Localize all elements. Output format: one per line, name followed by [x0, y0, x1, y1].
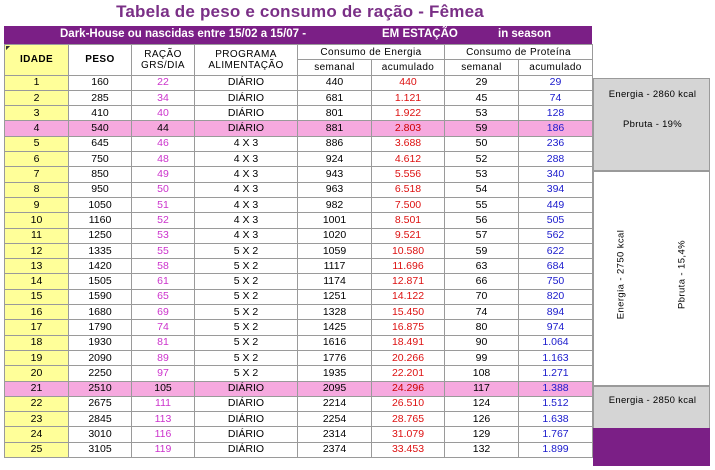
table-row [5, 366, 593, 381]
cell-proteina-semanal: 55 [445, 197, 519, 212]
cell-energia-semanal: 1020 [298, 228, 372, 243]
table-row [5, 320, 593, 335]
cell-proteina-semanal: 53 [445, 106, 519, 121]
cell-energia-acumulado: 16.875 [372, 320, 445, 335]
cell-racao: 69 [132, 305, 195, 320]
cell-racao: 50 [132, 182, 195, 197]
purple-corner-bar [593, 428, 710, 466]
cell-idade: 23 [5, 412, 69, 427]
cell-peso: 850 [69, 167, 132, 182]
header-idade: IDADE [5, 45, 69, 76]
cell-programa: 5 X 2 [195, 243, 298, 258]
cell-peso: 2510 [69, 381, 132, 396]
cell-energia-acumulado: 8.501 [372, 213, 445, 228]
cell-peso: 950 [69, 182, 132, 197]
cell-peso: 1420 [69, 259, 132, 274]
cell-racao: 105 [132, 381, 195, 396]
cell-programa: 5 X 2 [195, 350, 298, 365]
cell-energia-acumulado: 20.266 [372, 350, 445, 365]
cell-energia-semanal: 982 [298, 197, 372, 212]
cell-idade: 2 [5, 90, 69, 105]
cell-idade: 12 [5, 243, 69, 258]
cell-energia-semanal: 1776 [298, 350, 372, 365]
cell-proteina-acumulado: 622 [519, 243, 593, 258]
header-proteina-semanal-label: semanal [461, 61, 502, 73]
side-panel [593, 44, 710, 466]
cell-racao: 116 [132, 427, 195, 442]
cell-racao: 51 [132, 197, 195, 212]
cell-racao: 74 [132, 320, 195, 335]
cell-proteina-semanal: 129 [445, 427, 519, 442]
season-label-en: in season [498, 28, 552, 40]
cell-proteina-semanal: 74 [445, 305, 519, 320]
cell-energia-semanal: 2254 [298, 412, 372, 427]
cell-idade: 10 [5, 213, 69, 228]
cell-idade: 1 [5, 75, 69, 90]
cell-energia-acumulado: 6.518 [372, 182, 445, 197]
cell-proteina-semanal: 45 [445, 90, 519, 105]
cell-proteina-semanal: 63 [445, 259, 519, 274]
cell-peso: 1505 [69, 274, 132, 289]
cell-energia-acumulado: 9.521 [372, 228, 445, 243]
cell-peso: 750 [69, 152, 132, 167]
cell-programa: 4 X 3 [195, 213, 298, 228]
table-row [5, 243, 593, 258]
table-row [5, 396, 593, 411]
table-row [5, 90, 593, 105]
subtitle-text: Dark-House ou nascidas entre 15/02 a 15/07 - [60, 28, 307, 40]
cell-energia-semanal: 2314 [298, 427, 372, 442]
cell-programa: 4 X 3 [195, 197, 298, 212]
cell-peso: 285 [69, 90, 132, 105]
cell-energia-semanal: 881 [298, 121, 372, 136]
cell-idade: 25 [5, 442, 69, 457]
cell-energia-semanal: 1425 [298, 320, 372, 335]
cell-proteina-semanal: 59 [445, 121, 519, 136]
cell-energia-semanal: 1174 [298, 274, 372, 289]
cell-proteina-acumulado: 1.638 [519, 412, 593, 427]
block1-pbruta: Pbruta - 19% [622, 119, 683, 130]
cell-proteina-semanal: 124 [445, 396, 519, 411]
cell-programa: 4 X 3 [195, 167, 298, 182]
cell-energia-acumulado: 12.871 [372, 274, 445, 289]
header-programa [195, 45, 298, 76]
cell-proteina-semanal: 80 [445, 320, 519, 335]
header-racao-line2: GRS/DIA [141, 59, 185, 71]
cell-proteina-acumulado: 894 [519, 305, 593, 320]
cell-peso: 1590 [69, 289, 132, 304]
cell-energia-semanal: 1251 [298, 289, 372, 304]
cell-racao: 49 [132, 167, 195, 182]
cell-energia-semanal: 924 [298, 152, 372, 167]
cell-proteina-acumulado: 394 [519, 182, 593, 197]
table-row [5, 335, 593, 350]
block3-energia: Energia - 2850 kcal [608, 395, 697, 406]
cell-energia-acumulado: 1.121 [372, 90, 445, 105]
cell-racao: 22 [132, 75, 195, 90]
cell-proteina-semanal: 132 [445, 442, 519, 457]
cell-idade: 15 [5, 289, 69, 304]
cell-idade: 13 [5, 259, 69, 274]
cell-idade: 21 [5, 381, 69, 396]
header-proteina-acumulado: acumulado [519, 60, 593, 75]
cell-programa: 4 X 3 [195, 182, 298, 197]
cell-energia-semanal: 681 [298, 90, 372, 105]
cell-energia-acumulado: 33.453 [372, 442, 445, 457]
table-body [5, 75, 593, 457]
cell-energia-semanal: 2374 [298, 442, 372, 457]
header-programa-line2: ALIMENTAÇÃO [208, 59, 284, 71]
cell-proteina-semanal: 56 [445, 213, 519, 228]
nutrition-block-2 [593, 171, 710, 386]
header-programa-line1: PROGRAMA [215, 48, 277, 60]
season-label-pt: EM ESTAÇÃO [382, 28, 458, 40]
table-row [5, 259, 593, 274]
table-row [5, 167, 593, 182]
nutrition-block-1 [593, 78, 710, 171]
cell-energia-acumulado: 11.696 [372, 259, 445, 274]
cell-peso: 160 [69, 75, 132, 90]
cell-programa: 5 X 2 [195, 305, 298, 320]
cell-proteina-semanal: 108 [445, 366, 519, 381]
cell-programa: DIÁRIO [195, 427, 298, 442]
table-row [5, 213, 593, 228]
table-row [5, 197, 593, 212]
cell-proteina-acumulado: 236 [519, 136, 593, 151]
table-row [5, 412, 593, 427]
data-table [4, 44, 593, 458]
cell-programa: DIÁRIO [195, 381, 298, 396]
cell-energia-acumulado: 22.201 [372, 366, 445, 381]
table-row [5, 152, 593, 167]
cell-idade: 8 [5, 182, 69, 197]
cell-idade: 14 [5, 274, 69, 289]
cell-proteina-semanal: 52 [445, 152, 519, 167]
cell-energia-semanal: 1616 [298, 335, 372, 350]
cell-energia-acumulado: 440 [372, 75, 445, 90]
cell-proteina-acumulado: 820 [519, 289, 593, 304]
cell-programa: 4 X 3 [195, 152, 298, 167]
cell-peso: 1050 [69, 197, 132, 212]
cell-racao: 58 [132, 259, 195, 274]
cell-energia-semanal: 2214 [298, 396, 372, 411]
cell-proteina-acumulado: 1.064 [519, 335, 593, 350]
cell-proteina-semanal: 53 [445, 167, 519, 182]
cell-energia-semanal: 2095 [298, 381, 372, 396]
cell-energia-acumulado: 10.580 [372, 243, 445, 258]
cell-energia-semanal: 1059 [298, 243, 372, 258]
cell-peso: 3105 [69, 442, 132, 457]
cell-proteina-semanal: 117 [445, 381, 519, 396]
cell-programa: DIÁRIO [195, 106, 298, 121]
cell-peso: 2250 [69, 366, 132, 381]
cell-energia-acumulado: 7.500 [372, 197, 445, 212]
cell-proteina-semanal: 99 [445, 350, 519, 365]
cell-proteina-semanal: 57 [445, 228, 519, 243]
cell-idade: 6 [5, 152, 69, 167]
header-peso: PESO [69, 45, 132, 76]
cell-energia-acumulado: 26.510 [372, 396, 445, 411]
cell-programa: DIÁRIO [195, 442, 298, 457]
cell-proteina-acumulado: 1.388 [519, 381, 593, 396]
cell-programa: 5 X 2 [195, 366, 298, 381]
cell-idade: 22 [5, 396, 69, 411]
cell-racao: 34 [132, 90, 195, 105]
cell-proteina-semanal: 50 [445, 136, 519, 151]
cell-programa: DIÁRIO [195, 121, 298, 136]
cell-proteina-acumulado: 186 [519, 121, 593, 136]
cell-programa: 5 X 2 [195, 289, 298, 304]
cell-energia-semanal: 1117 [298, 259, 372, 274]
cell-idade: 11 [5, 228, 69, 243]
table-row [5, 427, 593, 442]
cell-idade: 16 [5, 305, 69, 320]
table-row [5, 274, 593, 289]
cell-programa: 4 X 3 [195, 228, 298, 243]
cell-proteina-acumulado: 29 [519, 75, 593, 90]
cell-proteina-acumulado: 750 [519, 274, 593, 289]
cell-programa: 5 X 2 [195, 335, 298, 350]
cell-energia-semanal: 440 [298, 75, 372, 90]
cell-programa: 5 X 2 [195, 259, 298, 274]
header-energia-acumulado: acumulado [372, 60, 445, 75]
cell-energia-acumulado: 5.556 [372, 167, 445, 182]
cell-racao: 89 [132, 350, 195, 365]
cell-proteina-acumulado: 684 [519, 259, 593, 274]
cell-energia-acumulado: 1.922 [372, 106, 445, 121]
block2-energia: Energia - 2750 kcal [615, 229, 627, 320]
cell-peso: 1160 [69, 213, 132, 228]
cell-racao: 65 [132, 289, 195, 304]
cell-peso: 2845 [69, 412, 132, 427]
table-row [5, 75, 593, 90]
cell-energia-semanal: 943 [298, 167, 372, 182]
cell-proteina-acumulado: 1.512 [519, 396, 593, 411]
cell-peso: 1930 [69, 335, 132, 350]
cell-racao: 52 [132, 213, 195, 228]
cell-energia-semanal: 1001 [298, 213, 372, 228]
cell-idade: 19 [5, 350, 69, 365]
cell-idade: 17 [5, 320, 69, 335]
table-row [5, 442, 593, 457]
cell-proteina-acumulado: 1.163 [519, 350, 593, 365]
table-row [5, 381, 593, 396]
cell-proteina-semanal: 54 [445, 182, 519, 197]
table-row [5, 289, 593, 304]
cell-racao: 44 [132, 121, 195, 136]
cell-energia-semanal: 1935 [298, 366, 372, 381]
cell-energia-acumulado: 4.612 [372, 152, 445, 167]
header-proteina [445, 45, 593, 60]
cell-racao: 61 [132, 274, 195, 289]
cell-peso: 645 [69, 136, 132, 151]
cell-racao: 46 [132, 136, 195, 151]
cell-programa: DIÁRIO [195, 396, 298, 411]
cell-proteina-acumulado: 74 [519, 90, 593, 105]
table-row [5, 182, 593, 197]
block1-energia: Energia - 2860 kcal [608, 89, 697, 100]
cell-energia-acumulado: 31.079 [372, 427, 445, 442]
table-row [5, 228, 593, 243]
cell-proteina-acumulado: 562 [519, 228, 593, 243]
cell-energia-semanal: 801 [298, 106, 372, 121]
cell-programa: 4 X 3 [195, 136, 298, 151]
cell-proteina-semanal: 66 [445, 274, 519, 289]
table-row [5, 350, 593, 365]
block2-pbruta: Pbruta - 15,4% [676, 240, 688, 309]
cell-energia-acumulado: 28.765 [372, 412, 445, 427]
table-row [5, 136, 593, 151]
cell-energia-semanal: 963 [298, 182, 372, 197]
cell-programa: DIÁRIO [195, 412, 298, 427]
cell-peso: 3010 [69, 427, 132, 442]
cell-peso: 410 [69, 106, 132, 121]
cell-proteina-semanal: 59 [445, 243, 519, 258]
cell-energia-acumulado: 3.688 [372, 136, 445, 151]
header-energia-semanal: semanal [298, 60, 372, 75]
cell-racao: 81 [132, 335, 195, 350]
cell-proteina-semanal: 126 [445, 412, 519, 427]
cell-proteina-acumulado: 1.767 [519, 427, 593, 442]
cell-energia-acumulado: 18.491 [372, 335, 445, 350]
cell-proteina-acumulado: 1.271 [519, 366, 593, 381]
header-racao-line1: RAÇÃO [144, 48, 182, 60]
cell-programa: 5 X 2 [195, 320, 298, 335]
cell-idade: 18 [5, 335, 69, 350]
cell-energia-acumulado: 15.450 [372, 305, 445, 320]
cell-racao: 119 [132, 442, 195, 457]
cell-peso: 1680 [69, 305, 132, 320]
page-title: Tabela de peso e consumo de ração - Fêmea [116, 2, 484, 21]
cell-energia-semanal: 886 [298, 136, 372, 151]
cell-racao: 97 [132, 366, 195, 381]
cell-energia-acumulado: 14.122 [372, 289, 445, 304]
cell-programa: DIÁRIO [195, 75, 298, 90]
cell-idade: 5 [5, 136, 69, 151]
table-row [5, 305, 593, 320]
cell-programa: 5 X 2 [195, 274, 298, 289]
cell-proteina-acumulado: 340 [519, 167, 593, 182]
cell-energia-semanal: 1328 [298, 305, 372, 320]
cell-racao: 48 [132, 152, 195, 167]
header-energia: Consumo de Energia [298, 45, 445, 60]
cell-idade: 20 [5, 366, 69, 381]
cell-proteina-acumulado: 128 [519, 106, 593, 121]
cell-racao: 53 [132, 228, 195, 243]
cell-proteina-semanal: 29 [445, 75, 519, 90]
header-proteina-label: Consumo de Proteína [466, 46, 571, 58]
cell-peso: 540 [69, 121, 132, 136]
cell-energia-acumulado: 2.803 [372, 121, 445, 136]
cell-peso: 2090 [69, 350, 132, 365]
cell-peso: 1335 [69, 243, 132, 258]
table-row [5, 121, 593, 136]
cell-racao: 111 [132, 396, 195, 411]
cell-energia-acumulado: 24.296 [372, 381, 445, 396]
cell-programa: DIÁRIO [195, 90, 298, 105]
cell-proteina-semanal: 90 [445, 335, 519, 350]
cell-racao: 55 [132, 243, 195, 258]
cell-proteina-semanal: 70 [445, 289, 519, 304]
cell-racao: 113 [132, 412, 195, 427]
cell-idade: 24 [5, 427, 69, 442]
cell-peso: 2675 [69, 396, 132, 411]
cell-idade: 4 [5, 121, 69, 136]
cell-proteina-acumulado: 505 [519, 213, 593, 228]
cell-idade: 7 [5, 167, 69, 182]
cell-proteina-acumulado: 288 [519, 152, 593, 167]
cell-idade: 9 [5, 197, 69, 212]
cell-idade: 3 [5, 106, 69, 121]
cell-proteina-acumulado: 449 [519, 197, 593, 212]
header-racao [132, 45, 195, 76]
cell-peso: 1250 [69, 228, 132, 243]
cell-peso: 1790 [69, 320, 132, 335]
header-proteina-semanal [445, 60, 519, 75]
subtitle-bar [4, 26, 592, 44]
cell-racao: 40 [132, 106, 195, 121]
table-row [5, 106, 593, 121]
cell-proteina-acumulado: 974 [519, 320, 593, 335]
cell-proteina-acumulado: 1.899 [519, 442, 593, 457]
